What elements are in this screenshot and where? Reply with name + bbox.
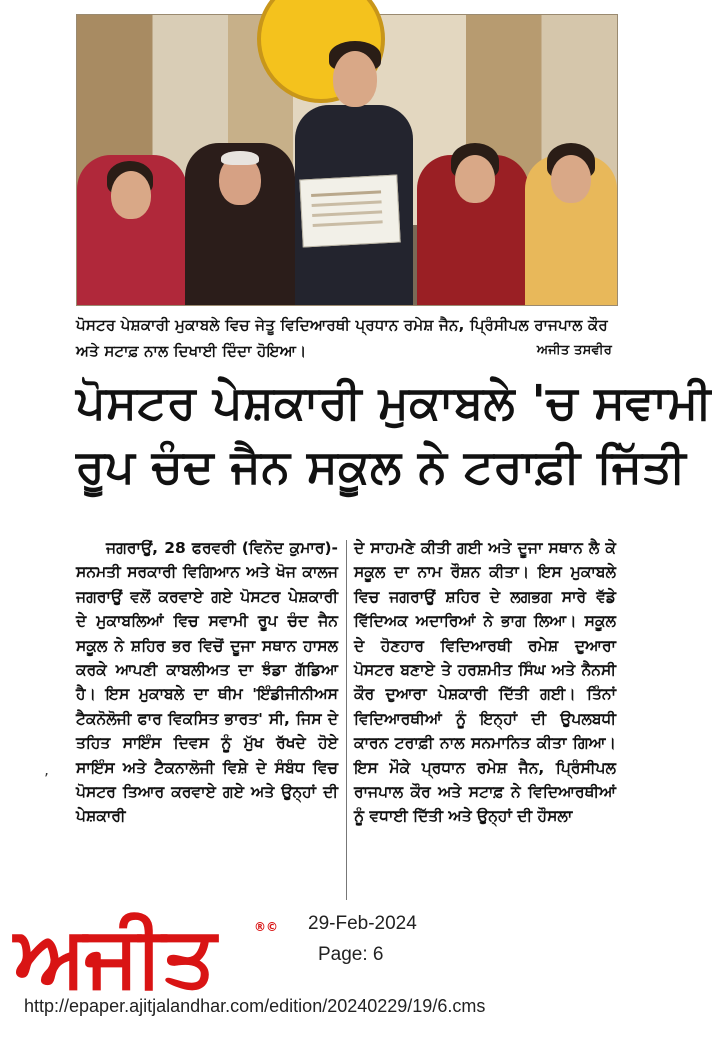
photo-caption [76, 312, 616, 364]
headline-line-1: ਪੋਸਟਰ ਪੇਸ਼ਕਾਰੀ ਮੁਕਾਬਲੇ 'ਚ ਸਵਾਮੀ [76, 375, 712, 429]
news-photo [76, 14, 618, 306]
headline-line-2: ਰੂਪ ਚੰਦ ਜੈਨ ਸਕੂਲ ਨੇ ਟਰਾਫ਼ੀ ਜਿੱਤੀ [76, 439, 687, 493]
caption-text: ਪੋਸਟਰ ਪੇਸ਼ਕਾਰੀ ਮੁਕਾਬਲੇ ਵਿਚ ਜੇਤੂ ਵਿਦਿਆਰਥੀ ਪ੍ਰਧਾਨ ਰਮੇਸ਼ ਜੈਨ, ਪ੍ਰਿੰਸੀਪਲ ਰਾਜਪਾਲ ਕੌਰ ਅਤੇ ਸਟਾਫ਼ ਨਾਲ ਦਿਖਾਈ ਦਿੰਦਾ ਹੋਇਆ। [76, 316, 608, 360]
registered-mark: ®© [254, 920, 278, 934]
margin-mark: ʼ [44, 770, 49, 788]
edition-page: Page: 6 [318, 944, 384, 965]
person-older-man [185, 75, 295, 305]
person-woman-right [525, 83, 617, 305]
column-divider [346, 540, 347, 900]
photo-credit: ਅਜੀਤ ਤਸਵੀਰ [536, 343, 612, 358]
certificate-icon [299, 174, 400, 247]
newspaper-logo: ਅਜੀਤ [14, 906, 215, 1005]
person-woman-left [77, 95, 187, 305]
source-url[interactable]: http://epaper.ajitjalandhar.com/edition/20240229/19/6.cms [24, 996, 486, 1016]
person-woman-red [417, 83, 529, 305]
article-column-1: ਜਗਰਾਉਂ, 28 ਫਰਵਰੀ (ਵਿਨੋਦ ਕੁਮਾਰ)-ਸਨਮਤੀ ਸਰਕਾਰੀ ਵਿਗਿਆਨ ਅਤੇ ਖੋਜ ਕਾਲਜ ਜਗਰਾਉਂ ਵਲੋਂ ਕਰਵਾਏ ਗਏ ਪੋਸਟਰ ਪੇਸ਼ਕਾਰੀ ਦੇ ਮੁਕਾਬਲਿਆਂ ਵਿਚ ਸਵਾਮੀ ਰੂਪ ਚੰਦ ਜੈਨ ਸਕੂਲ ਨੇ ਸ਼ਹਿਰ ਭਰ ਵਿਚੋਂ ਦੂਜਾ ਸਥਾਨ ਹਾਸਲ ਕਰਕੇ ਆਪਣੀ ਕਾਬਲੀਅਤ ਦਾ ਝੰਡਾ ਗੱਡਿਆ ਹੈ। ਇਸ ਮੁਕਾਬਲੇ ਦਾ ਥੀਮ 'ਇੰਡੀਜੀਨੀਅਸ ਟੈਕਨੋਲੋਜੀ ਫਾਰ ਵਿਕਸਿਤ ਭਾਰਤ' ਸੀ, ਜਿਸ ਦੇ ਤਹਿਤ ਸਾਇੰਸ ਦਿਵਸ ਨੂੰ ਮੁੱਖ ਰੱਖਦੇ ਹੋਏ ਸਾਇੰਸ ਅਤੇ ਟੈਕਨਾਲੋਜੀ ਵਿਸ਼ੇ ਦੇ ਸੰਬੰਧ ਵਿਚ ਪੋਸਟਰ ਤਿਆਰ ਕਰਵਾਏ ਗਏ ਅਤੇ ਉਨ੍ਹਾਂ ਦੀ ਪੇਸ਼ਕਾਰੀ [76, 539, 338, 826]
article-headline [76, 370, 712, 498]
article-body [76, 536, 616, 906]
person-student [289, 25, 419, 305]
article-column-2: ਦੇ ਸਾਹਮਣੇ ਕੀਤੀ ਗਈ ਅਤੇ ਦੂਜਾ ਸਥਾਨ ਲੈ ਕੇ ਸਕੂਲ ਦਾ ਨਾਮ ਰੌਸ਼ਨ ਕੀਤਾ। ਇਸ ਮੁਕਾਬਲੇ ਵਿਚ ਜਗਰਾਉਂ ਸ਼ਹਿਰ ਦੇ ਲਗਭਗ ਸਾਰੇ ਵੱਡੇ ਵਿੱਦਿਅਕ ਅਦਾਰਿਆਂ ਨੇ ਭਾਗ ਲਿਆ। ਸਕੂਲ ਦੇ ਹੋਣਹਾਰ ਵਿਦਿਆਰਥੀ ਰਮੇਸ਼ ਦੁਆਰਾ ਪੋਸਟਰ ਬਣਾਏ ਤੇ ਹਰਸ਼ਮੀਤ ਸਿੰਘ ਅਤੇ ਨੈਨਸੀ ਕੌਰ ਦੁਆਰਾ ਪੇਸ਼ਕਾਰੀ ਦਿੱਤੀ ਗਈ। ਤਿੰਨਾਂ ਵਿਦਿਆਰਥੀਆਂ ਨੂੰ ਇਨ੍ਹਾਂ ਦੀ ਉਪਲਬਧੀ ਕਾਰਨ ਟਰਾਫ਼ੀ ਨਾਲ ਸਨਮਾਨਿਤ ਕੀਤਾ ਗਿਆ। ਇਸ ਮੌਕੇ ਪ੍ਰਧਾਨ ਰਮੇਸ਼ ਜੈਨ, ਪ੍ਰਿੰਸੀਪਲ ਰਾਜਪਾਲ ਕੌਰ ਅਤੇ ਸਟਾਫ਼ ਨੇ ਵਿਦਿਆਰਥੀਆਂ ਨੂੰ ਵਧਾਈ ਦਿੱਤੀ ਅਤੇ ਉਨ੍ਹਾਂ ਦੀ ਹੌਸਲਾ [354, 539, 616, 826]
edition-date: 29-Feb-2024 [308, 913, 417, 934]
